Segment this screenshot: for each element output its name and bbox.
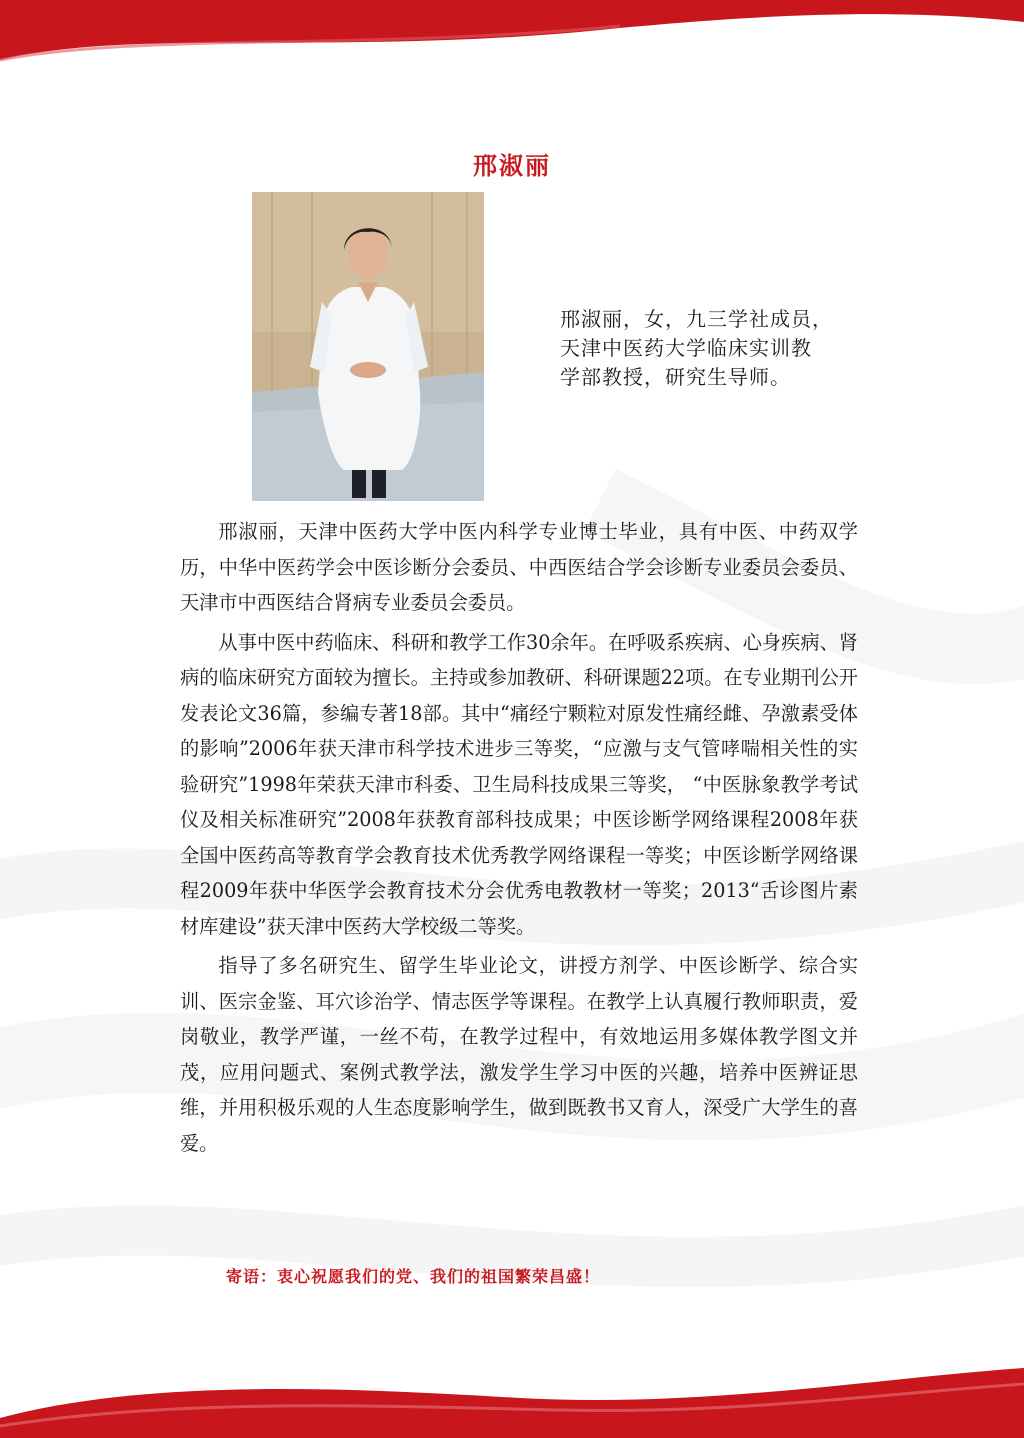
paragraph-teaching: 指导了多名研究生、留学生毕业论文，讲授方剂学、中医诊断学、综合实训、医宗金鉴、耳穴诊治学、情志医学等课程。在教学上认真履行教师职责，爱岗敬业，教学严谨，一丝不苟，在教学过程中，有效地运用多媒体教学图文并茂，应用问题式、案例式教学法，激发学生学习中医的兴趣，培养中医辨证思维，并用积极乐观的人生态度影响学生，做到既教书又育人，深受广大学生的喜爱。	[180, 954, 858, 1155]
intro-line: 天津中医药大学临床实训教	[560, 336, 812, 360]
motto: 寄语：衷心祝愿我们的党、我们的祖国繁荣昌盛！	[226, 1267, 601, 1286]
paragraph-research: 从事中医中药临床、科研和教学工作30余年。在呼吸系疾病、心身疾病、肾病的临床研究方面较为擅长。主持或参加教研、科研课题22项。在专业期刊公开发表论文36篇，参编专著18部。其中“痛经宁颗粒对原发性痛经雌、孕激素受体的影响”2006年获天津市科学技术进步三等奖，“应激与支气管哮喘相关性的实验研究”1998年荣获天津市科委、卫生局科技成果三等奖， “中医脉象教学考试仪及相关标准研究”2008年获教育部科技成果；中医诊断学网络课程2008年获全国中医药高等教育学会教育技术优秀教学网络课程一等奖；中医诊断学网络课程2009年获中华医学会教育技术分会优秀电教教材一等奖；2013“舌诊图片素材库建设”获天津中医药大学校级二等奖。	[180, 630, 858, 938]
bottom-red-wave	[0, 1348, 1024, 1438]
top-red-wave	[0, 0, 1024, 80]
portrait-photo	[252, 192, 484, 501]
paragraph-education: 邢淑丽，天津中医药大学中医内科学专业博士毕业，具有中医、中药双学历，中华中医药学会中医诊断分会委员、中西医结合学会诊断专业委员会委员、天津市中西医结合肾病专业委员会委员。	[180, 520, 858, 614]
intro-line: 邢淑丽，女，九三学社成员，	[560, 307, 833, 331]
biography-body	[180, 514, 858, 1165]
intro-text	[560, 305, 890, 392]
intro-line: 学部教授，研究生导师。	[560, 365, 791, 389]
page-title: 邢淑丽	[473, 152, 551, 180]
